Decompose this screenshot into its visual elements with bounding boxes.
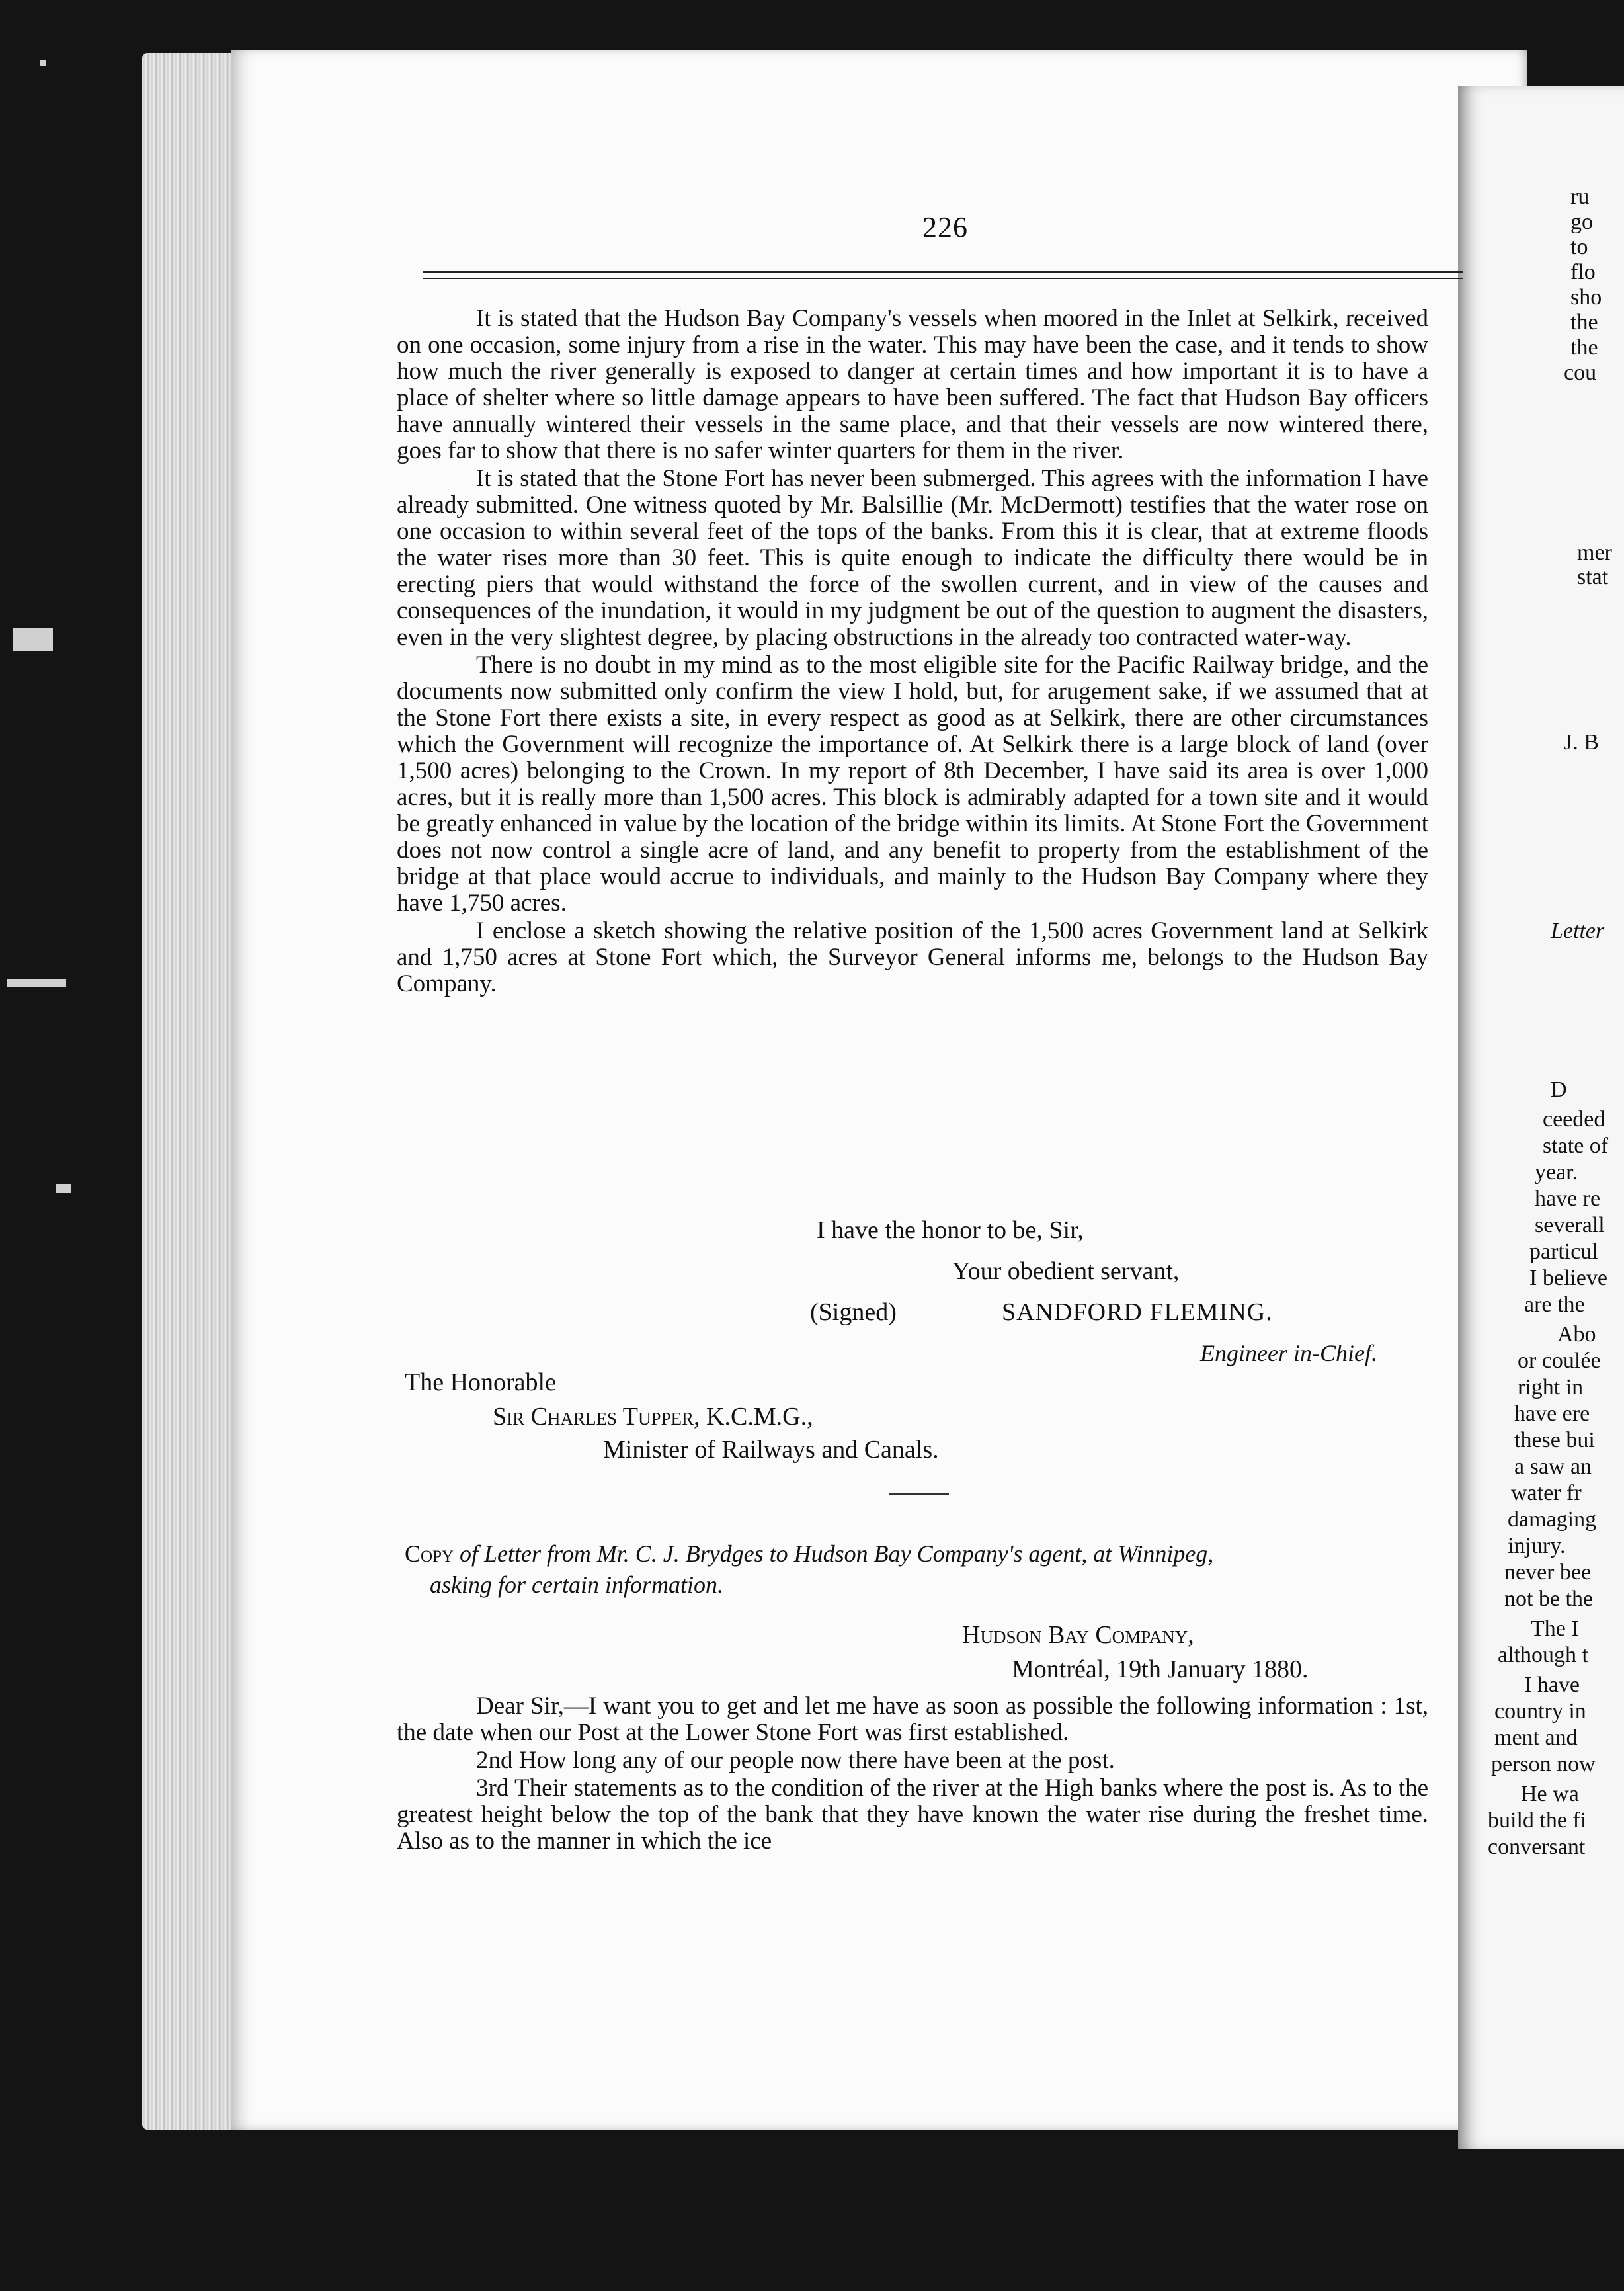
letter-body — [397, 1693, 1428, 1854]
right-fragment: to — [1570, 235, 1588, 259]
facing-page — [1458, 86, 1624, 2149]
right-fragment: ment and — [1494, 1726, 1578, 1750]
right-fragment: cou — [1564, 360, 1597, 385]
right-fragment: damaging — [1508, 1507, 1597, 1532]
letter-place-date: Montréal, 19th January 1880. — [1012, 1655, 1309, 1683]
right-fragment: He wa — [1521, 1782, 1579, 1806]
right-fragment: stat — [1577, 565, 1609, 589]
right-fragment: sho — [1570, 285, 1602, 310]
right-fragment: mer — [1577, 540, 1612, 565]
right-fragment: particul — [1529, 1239, 1598, 1264]
right-fragment: right in — [1518, 1375, 1584, 1399]
scan-speck — [40, 60, 46, 66]
right-fragment: Abo — [1557, 1322, 1596, 1347]
right-fragment: a saw an — [1514, 1454, 1592, 1479]
right-fragment: are the — [1524, 1292, 1585, 1317]
copy-heading-line-2: asking for certain information. — [430, 1571, 723, 1598]
copy-prefix: Copy — [405, 1540, 454, 1567]
scan-speck — [13, 628, 53, 651]
page-number: 226 — [922, 211, 968, 243]
right-fragment: the — [1570, 335, 1598, 360]
right-fragment: D — [1551, 1077, 1567, 1102]
right-fragment: go — [1570, 210, 1593, 234]
right-fragment: conversant — [1488, 1835, 1586, 1859]
right-fragment: not be the — [1504, 1587, 1594, 1611]
right-fragment: The I — [1531, 1616, 1579, 1641]
right-fragment: I believe — [1529, 1266, 1607, 1290]
right-fragment: or coulée — [1518, 1349, 1601, 1373]
copy-heading-text: of Letter from Mr. C. J. Brydges to Hudson Bay Company's agent, at Winnipeg, — [460, 1540, 1214, 1567]
right-fragment: state of — [1543, 1134, 1609, 1158]
letter-company: Hudson Bay Company, — [962, 1621, 1194, 1649]
copy-heading-line-1 — [405, 1540, 1213, 1567]
paragraph: I enclose a sketch showing the relative position of the 1,500 acres Government land at Selkirk and 1,750 acres at Stone Fort which, the Surveyor General informs me, belongs to the Hudson Bay Company. — [397, 917, 1428, 997]
letter-paragraph: 2nd How long any of our people now there have been at the post. — [476, 1747, 1115, 1774]
right-fragment: these bui — [1514, 1428, 1595, 1452]
right-fragment: person now — [1491, 1752, 1596, 1776]
closing-servant: Your obedient servant, — [952, 1257, 1180, 1285]
signatory-title: Engineer in-Chief. — [1200, 1340, 1377, 1366]
right-fragment: Letter — [1551, 919, 1605, 943]
right-fragment: year. — [1535, 1160, 1578, 1185]
scan-speck — [7, 979, 66, 987]
right-fragment: severall — [1535, 1213, 1605, 1237]
right-fragment: J. B — [1564, 730, 1599, 755]
signatory-name: SANDFORD FLEMING. — [1002, 1298, 1273, 1326]
body-text — [397, 306, 1428, 997]
right-fragment: although t — [1498, 1643, 1588, 1667]
right-fragment: ru — [1570, 185, 1590, 209]
letter-paragraph: 3rd Their statements as to the condition of the river at the High banks where the post is. As to the greatest height below the top of the bank that they have known the water rise during the freshet time. Also as to the manner in which the ice — [397, 1774, 1428, 1854]
right-fragment: build the fi — [1488, 1808, 1587, 1833]
right-fragment: water fr — [1511, 1481, 1582, 1505]
signed-label: (Signed) — [810, 1298, 897, 1326]
scan-speck — [56, 1184, 71, 1193]
header-rule-top — [423, 271, 1463, 273]
paragraph: There is no doubt in my mind as to the most eligible site for the Pacific Railway bridge, and the documents now submitted only confirm the view I hold, but, for arugement sake, if we assumed that at the Stone Fort there exists a site, in every respect as good as at Selkirk, there are other circumstances which the Government will recognize the importance of. At Selkirk there is a large block of land (over 1,500 acres) belonging to the Crown. In my report of 8th December, I have said its area is over 1,000 acres, but it is really more than 1,500 acres. This block is admirably adapted for a town site and it would be greatly enhanced in value by the location of the bridge within its limits. At Stone Fort the Government does not now control a single acre of land, and any benefit to property from the establishment of the bridge at that place would accrue to individuals, and mainly to the Hudson Bay Company where they have 1,750 acres. — [397, 651, 1428, 917]
addressee-line-2: Sir Charles Tupper, K.C.M.G., — [493, 1403, 813, 1431]
right-fragment: ceeded — [1543, 1107, 1605, 1132]
right-fragment: injury. — [1508, 1534, 1566, 1558]
paragraph: It is stated that the Stone Fort has never been submerged. This agrees with the information I have already submitted. One witness quoted by Mr. Balsillie (Mr. McDermott) testifies that the water rose on one occasion to within several feet of the tops of the banks. From this it is clear, that at extreme floods the water rises more than 30 feet. This is quite enough to indicate the difficulty there would be in erecting piers that would withstand the force of the swollen current, and in view of the causes and consequences of the inundation, it would in my judgment be out of the question to augment the disasters, even in the very slightest degree, by placing obstructions in the already too contracted water-way. — [397, 465, 1428, 651]
right-fragment: the — [1570, 310, 1598, 335]
header-rule-bottom — [423, 278, 1463, 279]
closing-honor: I have the honor to be, Sir, — [817, 1216, 1084, 1244]
right-fragment: I have — [1524, 1673, 1580, 1697]
section-divider — [889, 1493, 949, 1495]
letter-paragraph: Dear Sir,—I want you to get and let me have as soon as possible the following information : 1st, the date when our Post at the Lower Stone Fort was first established. — [397, 1692, 1428, 1746]
right-fragment: never bee — [1504, 1560, 1592, 1585]
addressee-line-1: The Honorable — [405, 1368, 556, 1396]
right-fragment: country in — [1494, 1699, 1586, 1724]
right-fragment: flo — [1570, 260, 1596, 284]
right-fragment: have ere — [1514, 1401, 1590, 1426]
book-page-edges — [142, 53, 241, 2130]
right-fragment: have re — [1535, 1187, 1601, 1211]
addressee-line-3: Minister of Railways and Canals. — [603, 1436, 939, 1464]
paragraph: It is stated that the Hudson Bay Company's vessels when moored in the Inlet at Selkirk, received on one occasion, some injury from a rise in the water. This may have been the case, and it tends to show how much the river generally is exposed to danger at certain times and how important it is to have a place of shelter where so little damage appears to have been suffered. The fact that Hudson Bay officers have annually wintered their vessels in the same place, and that their vessels are now wintered there, goes far to show that there is no safer winter quarters for them in the river. — [397, 305, 1428, 464]
